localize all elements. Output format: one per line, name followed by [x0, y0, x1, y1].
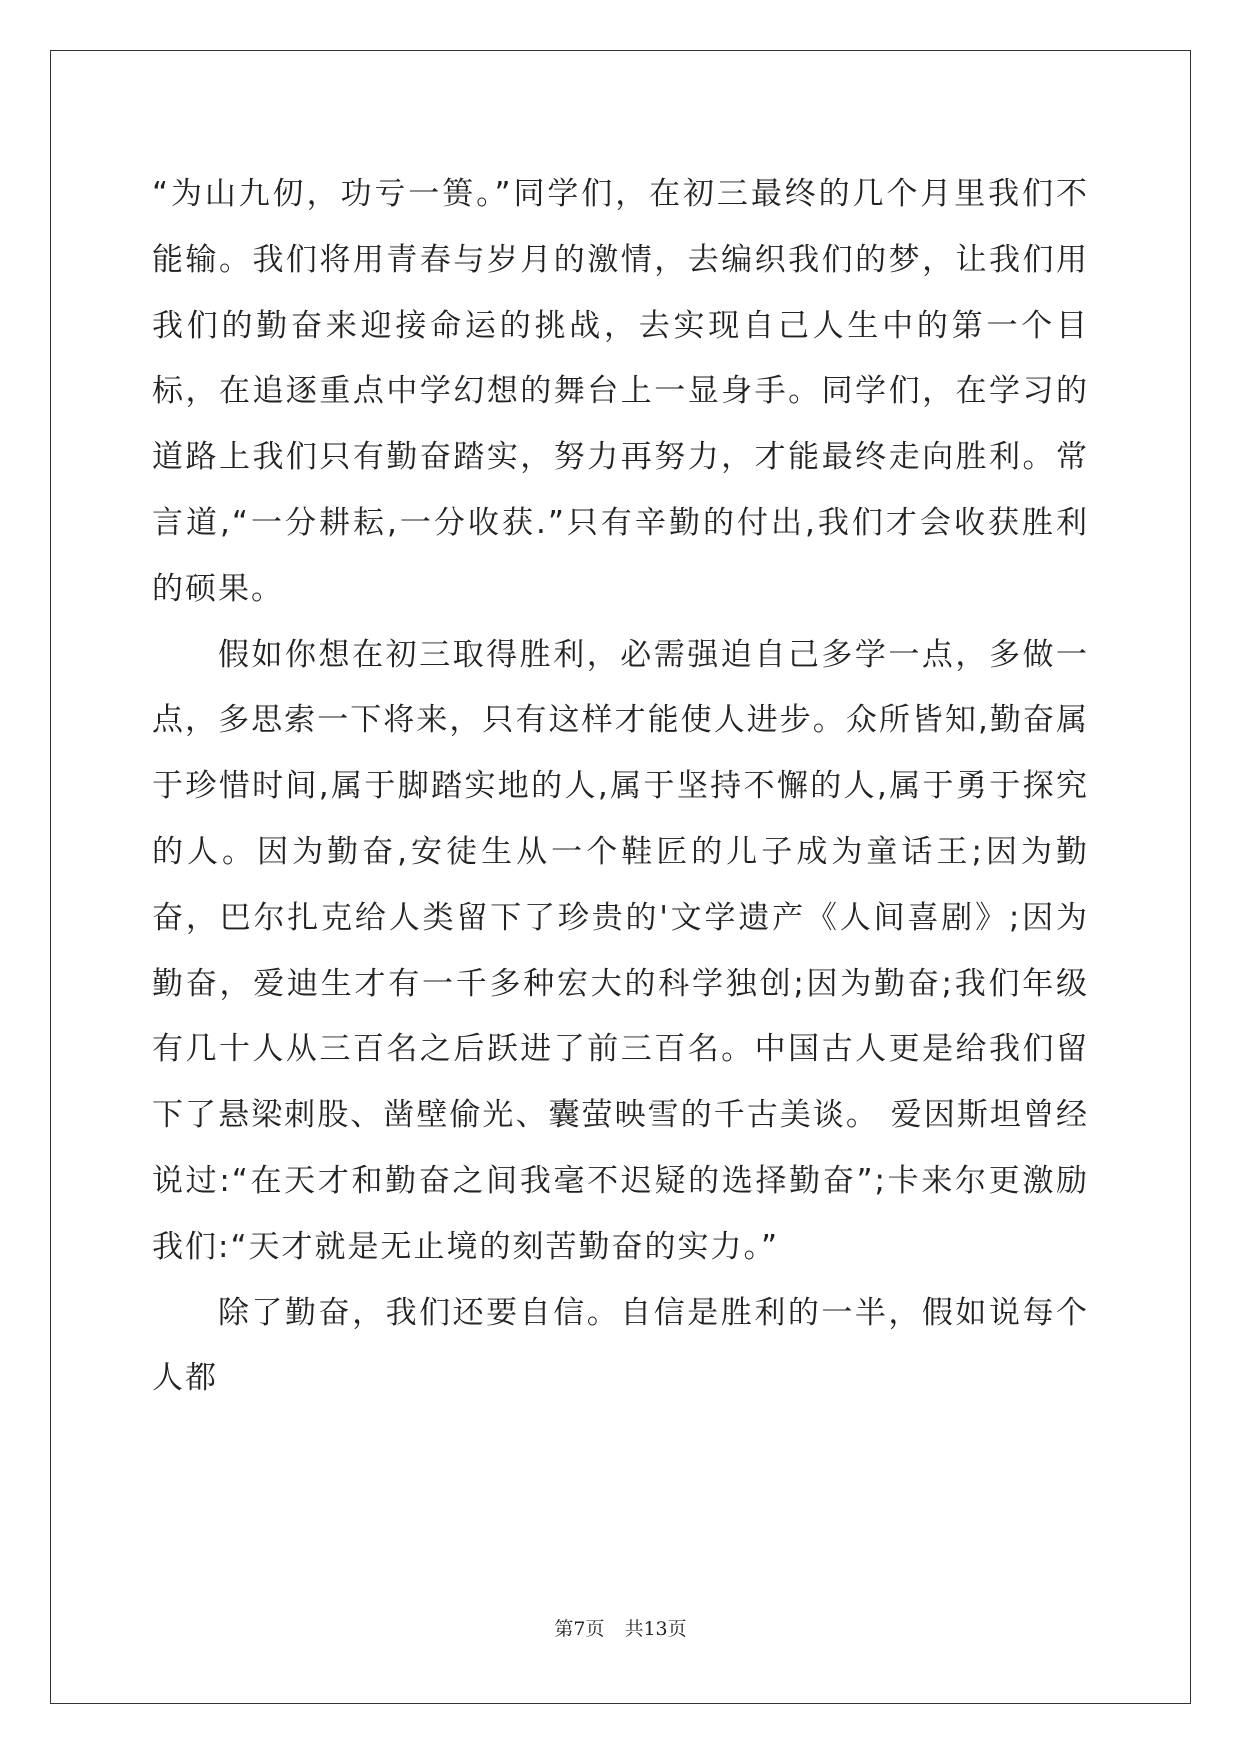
paragraph-3: 除了勤奋，我们还要自信。自信是胜利的一半，假如说每个人都: [152, 1294, 1089, 1397]
page-footer: [0, 1614, 1241, 1641]
page-total: 共13页: [624, 1618, 687, 1640]
page-number: 第7页: [554, 1618, 605, 1640]
paragraph-1: “为山九仞，功亏一篑。”同学们，在初三最终的几个月里我们不能输。我们将用青春与岁月的激情，去编织我们的梦，让我们用我们的勤奋来迎接命运的挑战，去实现自己人生中的第一个目标，在追逐重点中学幻想的舞台上一显身手。同学们，在学习的道路上我们只有勤奋踏实，努力再努力，才能最终走向胜利。常言道,“一分耕耘,一分收获.”只有辛勤的付出,我们才会收获胜利的硕果。: [152, 176, 1089, 607]
paragraph-2: 假如你想在初三取得胜利，必需强迫自己多学一点，多做一点，多思索一下将来，只有这样才能使人进步。众所皆知,勤奋属于珍惜时间,属于脚踏实地的人,属于坚持不懈的人,属于勇于探究的人。因为勤奋,安徒生从一个鞋匠的儿子成为童话王;因为勤奋，巴尔扎克给人类留下了珍贵的'文学遗产《人间喜剧》;因为勤奋，爱迪生才有一千多种宏大的科学独创;因为勤奋;我们年级有几十人从三百名之后跃进了前三百名。中国古人更是给我们留下了悬梁刺股、凿壁偷光、囊萤映雪的千古美谈。 爱因斯坦曾经说过:“在天才和勤奋之间我毫不迟疑的选择勤奋”;卡来尔更激励我们:“天才就是无止境的刻苦勤奋的实力。”: [152, 636, 1089, 1265]
document-body: [152, 162, 1089, 1412]
